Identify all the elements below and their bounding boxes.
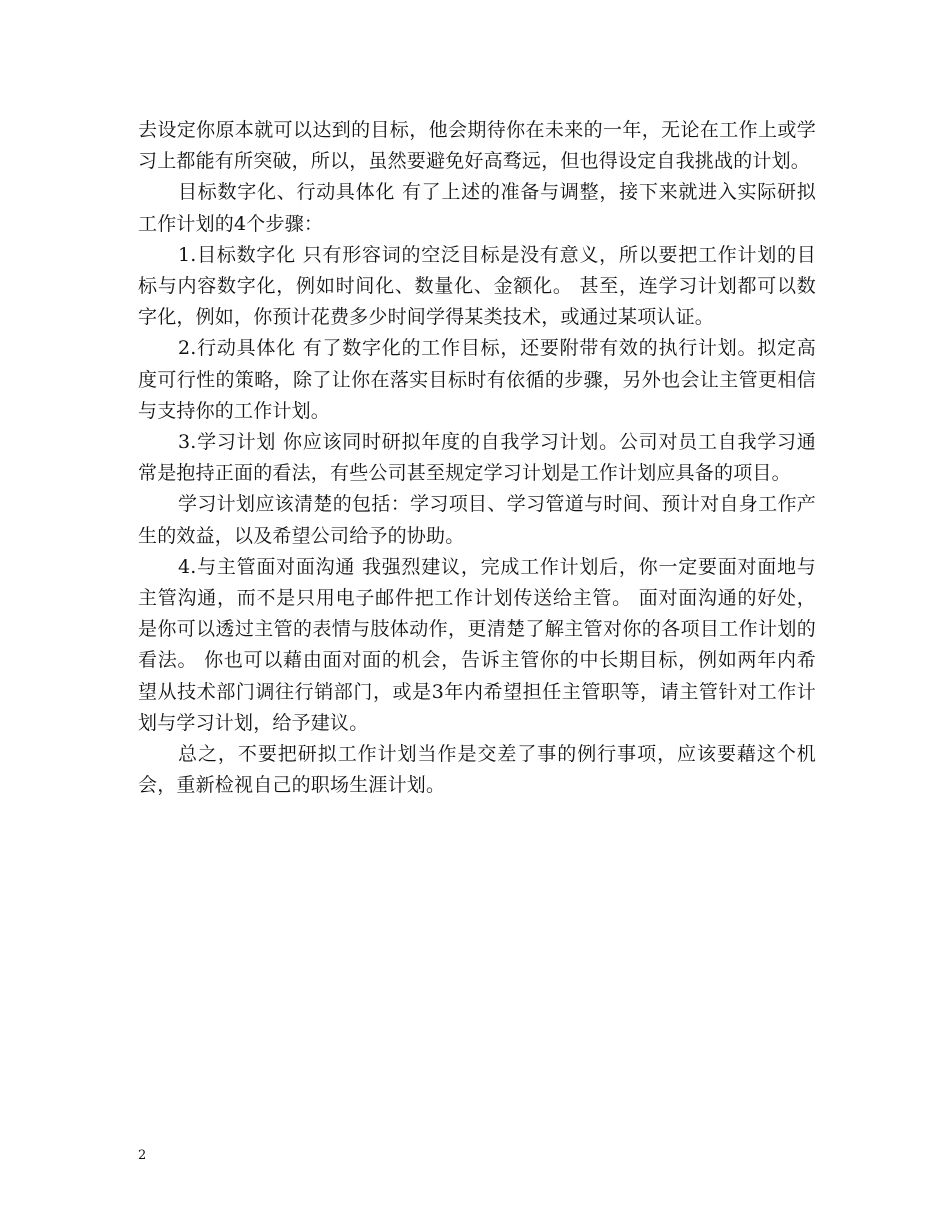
paragraph-5: 3.学习计划 你应该同时研拟年度的自我学习计划。公司对员工自我学习通常是抱持正面的看法，有些公司甚至规定学习计划是工作计划应具备的项目。 [138, 431, 816, 485]
document-body [138, 115, 816, 801]
page-number: 2 [138, 1148, 147, 1163]
paragraph-7: 4.与主管面对面沟通 我强烈建议，完成工作计划后，你一定要面对面地与主管沟通，而不是只用电子邮件把工作计划传送给主管。 面对面沟通的好处，是你可以透过主管的表情与肢体动作，更清楚了解主管对你的各项目工作计划的看法。 你也可以藉由面对面的机会，告诉主管你的中长期目标，例如两年内希望从技术部门调往行销部门，或是3年内希望担任主管职等，请主管针对工作计划与学习计划，给予建议。 [138, 555, 816, 734]
paragraph-4: 2.行动具体化 有了数字化的工作目标，还要附带有效的执行计划。拟定高度可行性的策略，除了让你在落实目标时有依循的步骤，另外也会让主管更相信与支持你的工作计划。 [138, 337, 816, 422]
paragraph-1: 去设定你原本就可以达到的目标，他会期待你在未来的一年，无论在工作上或学习上都能有所突破，所以，虽然要避免好高骛远，但也得设定自我挑战的计划。 [138, 119, 816, 173]
paragraph-8: 总之，不要把研拟工作计划当作是交差了事的例行事项，应该要藉这个机会，重新检视自己的职场生涯计划。 [138, 743, 816, 797]
paragraph-2: 目标数字化、行动具体化 有了上述的准备与调整，接下来就进入实际研拟工作计划的4个步骤： [138, 181, 816, 235]
paragraph-3: 1.目标数字化 只有形容词的空泛目标是没有意义，所以要把工作计划的目标与内容数字化，例如时间化、数量化、金额化。 甚至，连学习计划都可以数字化，例如，你预计花费多少时间学得某类技术，或通过某项认证。 [138, 243, 816, 329]
paragraph-6: 学习计划应该清楚的包括：学习项目、学习管道与时间、预计对自身工作产生的效益，以及希望公司给予的协助。 [138, 493, 816, 547]
